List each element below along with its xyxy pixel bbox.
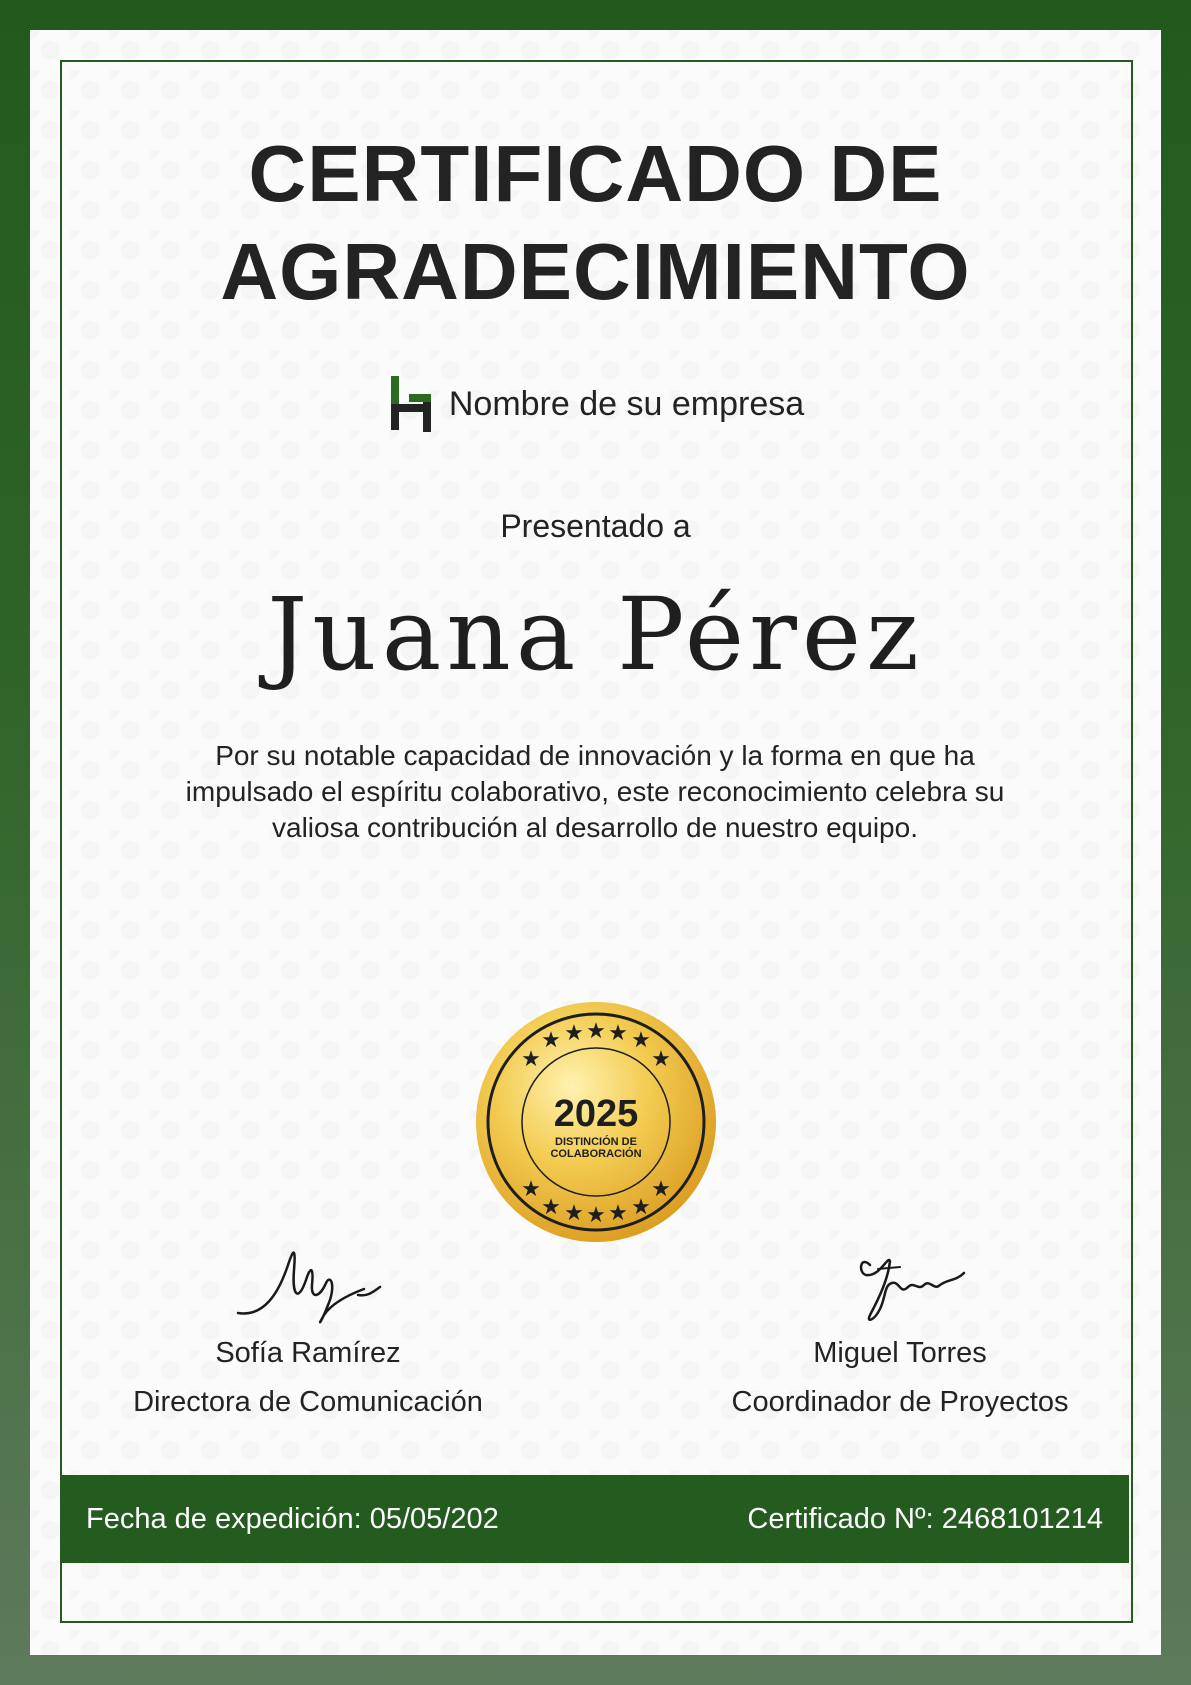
svg-text:★: ★ [541,1195,561,1220]
svg-text:★: ★ [608,1021,628,1046]
signature-left [208,1225,408,1335]
certificate-footer [60,1475,1129,1563]
seal-year: 2025 [553,1093,639,1135]
signer-left [58,1225,558,1419]
seal-line-1: DISTINCIÓN DE [555,1136,637,1148]
svg-text:★: ★ [631,1028,651,1053]
seal-line-2: COLABORACIÓN [550,1148,642,1160]
award-seal [474,1000,718,1244]
signer-right-title: Coordinador de Proyectos [731,1386,1069,1418]
certificate-number: Certificado Nº: 2468101214 [747,1502,1103,1535]
title-line-2: AGRADECIMIENTO [220,227,971,316]
company-logo-icon [387,374,435,434]
svg-text:★: ★ [631,1195,651,1220]
svg-text:★: ★ [608,1201,628,1226]
company-name: Nombre de su empresa [448,384,805,423]
svg-text:★: ★ [651,1177,671,1202]
svg-text:★: ★ [541,1028,561,1053]
presented-label: Presentado a [500,508,691,544]
svg-text:★: ★ [521,1177,541,1202]
issue-date: Fecha de expedición: 05/05/202 [86,1502,499,1535]
signer-right-name: Miguel Torres [813,1337,987,1369]
certificate-message: Por su notable capacidad de innovación y la forma en que ha impulsado el espíritu colaborativo, este reconocimiento celebra su valiosa contribución al desarrollo de nuestro equipo. [185,740,1005,843]
signer-left-title: Directora de Comunicación [133,1386,483,1418]
svg-text:★: ★ [564,1201,584,1226]
svg-text:★: ★ [651,1047,671,1072]
company-block [0,374,1191,434]
svg-text:★: ★ [564,1021,584,1046]
title-line-1: CERTIFICADO DE [248,129,943,218]
svg-text:★: ★ [586,1019,606,1044]
certificate-title [0,125,1191,321]
svg-text:★: ★ [521,1047,541,1072]
recipient-name: Juana Pérez [267,576,924,693]
svg-text:★: ★ [586,1203,606,1228]
signer-left-name: Sofía Ramírez [215,1337,401,1369]
signer-right [650,1225,1150,1419]
signature-right [800,1225,1000,1335]
